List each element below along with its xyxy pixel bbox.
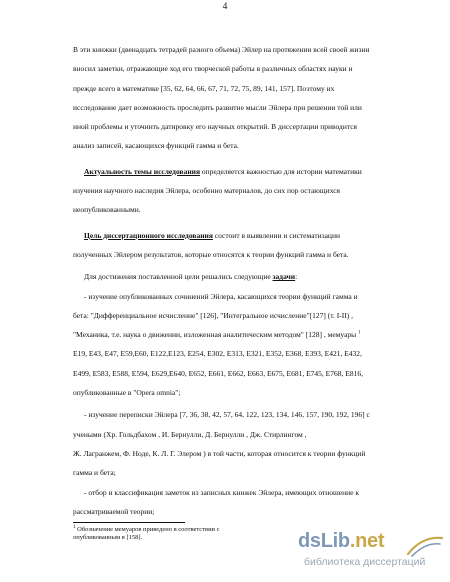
text-line: E499, E583, E588, E594, E629,E640, E652, E661, E662, E663, E675, E681, E745, E768, E816, bbox=[73, 368, 363, 378]
relevance-text: определяется важностью для истории математики bbox=[200, 166, 362, 176]
footnote-line: $^1$ Обозначение мемуаров приведено в соответствии с bbox=[73, 524, 220, 533]
text-line bbox=[73, 162, 420, 181]
text-line: изучения научного наследия Эйлера, особенно материалов, до сих пор остающихся bbox=[73, 186, 341, 196]
dslib-logo: dsLib.net bbox=[298, 530, 385, 552]
footnote-separator bbox=[73, 522, 185, 523]
text-line: Ж. Лагранжем, Ф. Ноде, К. Л. Г. Элером ) в той части, которая относится к теории функций bbox=[73, 448, 366, 458]
text-line: E19, E43, E47, E59,E60, E122,E123, E254, E302, E313, E321, E352, E368, E393, E421, E432, bbox=[73, 349, 362, 359]
document-body bbox=[73, 40, 420, 521]
text-line bbox=[73, 226, 420, 245]
text-line: полученных Эйлером результатов, которые относятся к теории функций гамма и бета. bbox=[73, 249, 349, 259]
paragraph-goal bbox=[73, 226, 420, 265]
page-number: 4 bbox=[222, 2, 228, 12]
text-line: неопубликованными. bbox=[73, 205, 141, 215]
footnote-mark: 1 bbox=[73, 524, 76, 530]
watermark-subtitle: библиотека диссертаций bbox=[304, 556, 426, 568]
task-item-notebook-selection bbox=[73, 483, 420, 522]
text-line: "Механика, т.е. наука о движении, изложенная аналитическим методом" [128] , мемуары $^1$ bbox=[73, 330, 361, 340]
text-line: прежде всего в математике [35, 62, 64, 66, 67, 71, 72, 75, 89, 141, 157]. Поэтому их bbox=[73, 83, 335, 93]
paragraph-relevance bbox=[73, 162, 420, 220]
text-line: Для достижения поставленной цели решались следующие задачи: bbox=[84, 272, 298, 282]
paragraph-tasks-intro bbox=[73, 267, 420, 286]
text-line: - изучение опубликованных сочинений Эйлера, касающихся теории функций гамма и bbox=[84, 291, 358, 301]
paragraph-source-notebooks bbox=[73, 40, 420, 156]
text-line: гамма и бета; bbox=[73, 468, 116, 478]
swoosh-icon bbox=[406, 534, 444, 558]
text-line: вносил заметки, отражающие ход его творческой работы в различных областях науки и bbox=[73, 64, 353, 74]
text-line: анализ записей, касающихся функций гамма и бета. bbox=[73, 141, 239, 151]
tasks-keyword: задачи bbox=[272, 272, 296, 282]
text-line: учеными (Хр. Гольдбахом , И. Бернулли, Д. Бернулли , Дж. Стирлингом , bbox=[73, 429, 307, 439]
footnote-line: опубликованным в [158]. bbox=[73, 534, 143, 541]
text-line: рассматриваемой теории; bbox=[73, 506, 155, 516]
relevance-heading: Актуальность темы исследования bbox=[84, 166, 201, 176]
task-item-correspondence bbox=[73, 405, 420, 482]
text-line: бета: "Дифференциальное исчисление" [126], "Интегральное исчисление"[127] (т. I-II) , bbox=[73, 310, 353, 320]
footnote-reference: 1 bbox=[358, 330, 361, 336]
text-line: исследование дает возможность проследить развитие мысли Эйлера при решении той или bbox=[73, 102, 362, 112]
text-line: - изучение переписки Эйлера [7, 36, 38, 42, 57, 64, 122, 123, 134, 146, 157, 190, 192, 196] с bbox=[84, 410, 370, 420]
text-line: иной проблемы и уточнить датировку его научных открытий. В диссертации приводится bbox=[73, 122, 357, 132]
dslib-watermark bbox=[298, 530, 444, 578]
task-item-published-works bbox=[73, 287, 420, 403]
text-line: В эти книжки (двенадцать тетрадей разного объема) Эйлер на протяжении всей своей жизни bbox=[73, 45, 370, 54]
text-line: опубликованные в "Opera omnia"; bbox=[73, 388, 181, 398]
goal-text: состоит в выявлении и систематизации bbox=[212, 230, 340, 240]
footnote bbox=[73, 526, 313, 542]
text-line: - отбор и классификация заметок из записных книжек Эйлера, имеющих отношение к bbox=[84, 487, 359, 497]
goal-heading: Цель диссертационного исследования bbox=[84, 230, 213, 240]
